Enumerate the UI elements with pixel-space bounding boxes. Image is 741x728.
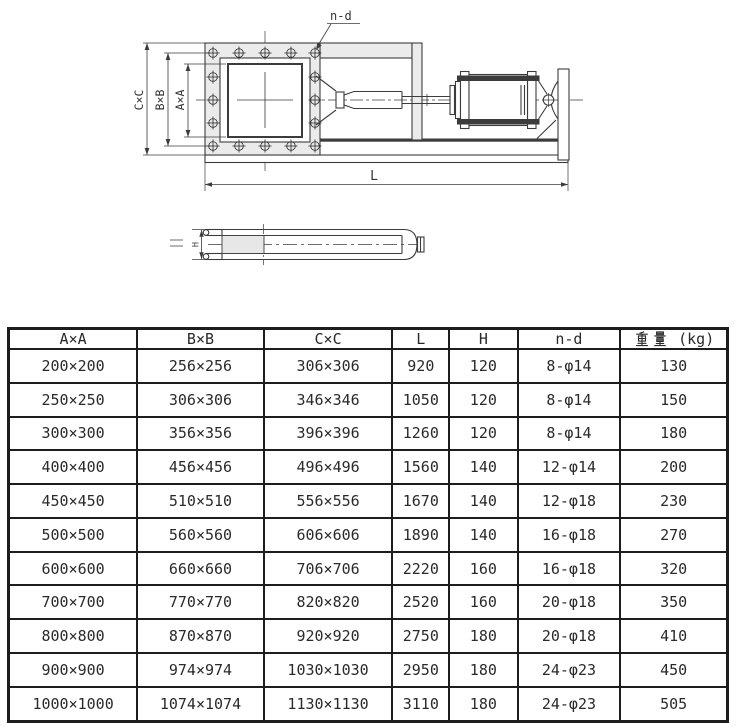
frame-bottom-rail [320,139,563,142]
table-cell: 2220 [392,552,449,586]
table-row [9,518,728,552]
table-cell: 180 [449,619,517,653]
table-cell: 974×974 [137,653,264,687]
column-header-1: B×B [137,329,264,350]
spec-table [7,327,729,723]
table-cell: 180 [449,687,517,722]
table-row [9,585,728,619]
table-cell: 140 [449,518,517,552]
table-cell: 900×900 [9,653,138,687]
table-cell: 820×820 [264,585,393,619]
cjk-character-glyph [634,331,650,347]
table-cell: 16-φ18 [518,518,621,552]
valve-side-view [170,224,424,265]
dim-label-nd: n-d [330,9,352,23]
table-cell: 505 [620,687,727,722]
header-row [9,329,728,350]
table-cell: 410 [620,619,727,653]
table-cell: 120 [449,383,517,417]
table-row [9,349,728,383]
table-row [9,687,728,722]
spec-table-body [9,349,728,722]
table-row [9,552,728,586]
table-cell: 560×560 [137,518,264,552]
table-cell: 920 [392,349,449,383]
technical-drawing [0,0,741,316]
column-header-4: H [449,329,517,350]
table-cell: 24-φ23 [518,653,621,687]
table-cell: 1130×1130 [264,687,393,722]
table-cell: 1000×1000 [9,687,138,722]
gate-yoke [316,76,461,125]
table-cell: 320 [620,552,727,586]
table-cell: 24-φ23 [518,687,621,722]
table-cell: 16-φ18 [518,552,621,586]
table-cell: 1030×1030 [264,653,393,687]
table-cell: 1074×1074 [137,687,264,722]
column-header-0: A×A [9,329,138,350]
table-cell: 706×706 [264,552,393,586]
table-cell: 3110 [392,687,449,722]
table-cell: 2520 [392,585,449,619]
table-cell: 200×200 [9,349,138,383]
table-cell: 250×250 [9,383,138,417]
table-cell: 450×450 [9,484,138,518]
table-cell: 230 [620,484,727,518]
table-row [9,450,728,484]
table-cell: 12-φ14 [518,450,621,484]
table-cell: 130 [620,349,727,383]
square-flange [205,43,320,155]
gate-plate [222,236,264,254]
base-plate [205,155,568,163]
column-header-2: C×C [264,329,393,350]
dim-label-cxc: C×C [132,89,146,111]
table-cell: 600×600 [9,552,138,586]
actuator-cylinder [457,72,540,129]
table-row [9,619,728,653]
table-row [9,484,728,518]
table-cell: 606×606 [264,518,393,552]
mounting-plate [558,69,569,160]
table-cell: 356×356 [137,417,264,451]
table-cell: 8-φ14 [518,349,621,383]
table-cell: 800×800 [9,619,138,653]
dim-label-axa: A×A [173,89,187,111]
table-cell: 8-φ14 [518,417,621,451]
table-cell: 120 [449,349,517,383]
table-row [9,653,728,687]
table-cell: 306×306 [137,383,264,417]
table-cell: 300×300 [9,417,138,451]
dim-label-length: L [370,169,378,184]
table-cell: 346×346 [264,383,393,417]
table-cell: 1050 [392,383,449,417]
spec-table-header [9,329,728,350]
spec-table-wrap [7,327,729,723]
table-cell: 256×256 [137,349,264,383]
table-cell: 8-φ14 [518,383,621,417]
table-cell: 496×496 [264,450,393,484]
table-cell: 700×700 [9,585,138,619]
table-cell: 120 [449,417,517,451]
table-cell: 920×920 [264,619,393,653]
table-cell: 2750 [392,619,449,653]
table-cell: 456×456 [137,450,264,484]
table-cell: 160 [449,552,517,586]
dim-label-bxb: B×B [153,89,167,111]
table-cell: 270 [620,518,727,552]
table-cell: 1560 [392,450,449,484]
table-cell: 150 [620,383,727,417]
table-cell: 500×500 [9,518,138,552]
table-cell: 510×510 [137,484,264,518]
frame-right-member [412,43,422,140]
column-header-3: L [392,329,449,350]
cjk-character-glyph [652,331,668,347]
table-cell: 1890 [392,518,449,552]
table-cell: 306×306 [264,349,393,383]
table-cell: 396×396 [264,417,393,451]
dim-label-height: H [191,241,202,248]
table-cell: 660×660 [137,552,264,586]
table-cell: 180 [620,417,727,451]
table-cell: 556×556 [264,484,393,518]
table-cell: 140 [449,484,517,518]
frame-top-rail [320,43,412,58]
table-cell: 1670 [392,484,449,518]
column-header-6: (kg) [620,329,727,350]
table-cell: 450 [620,653,727,687]
table-cell: 160 [449,585,517,619]
table-cell: 12-φ18 [518,484,621,518]
table-cell: 2950 [392,653,449,687]
table-cell: 180 [449,653,517,687]
table-cell: 770×770 [137,585,264,619]
table-cell: 350 [620,585,727,619]
table-cell: 20-φ18 [518,619,621,653]
table-row [9,383,728,417]
table-cell: 1260 [392,417,449,451]
table-cell: 20-φ18 [518,585,621,619]
table-cell: 400×400 [9,450,138,484]
table-cell: 200 [620,450,727,484]
table-row [9,417,728,451]
end-clevis [536,69,569,160]
table-cell: 140 [449,450,517,484]
valve-top-view [196,31,583,171]
table-cell: 870×870 [137,619,264,653]
column-header-5: n-d [518,329,621,350]
